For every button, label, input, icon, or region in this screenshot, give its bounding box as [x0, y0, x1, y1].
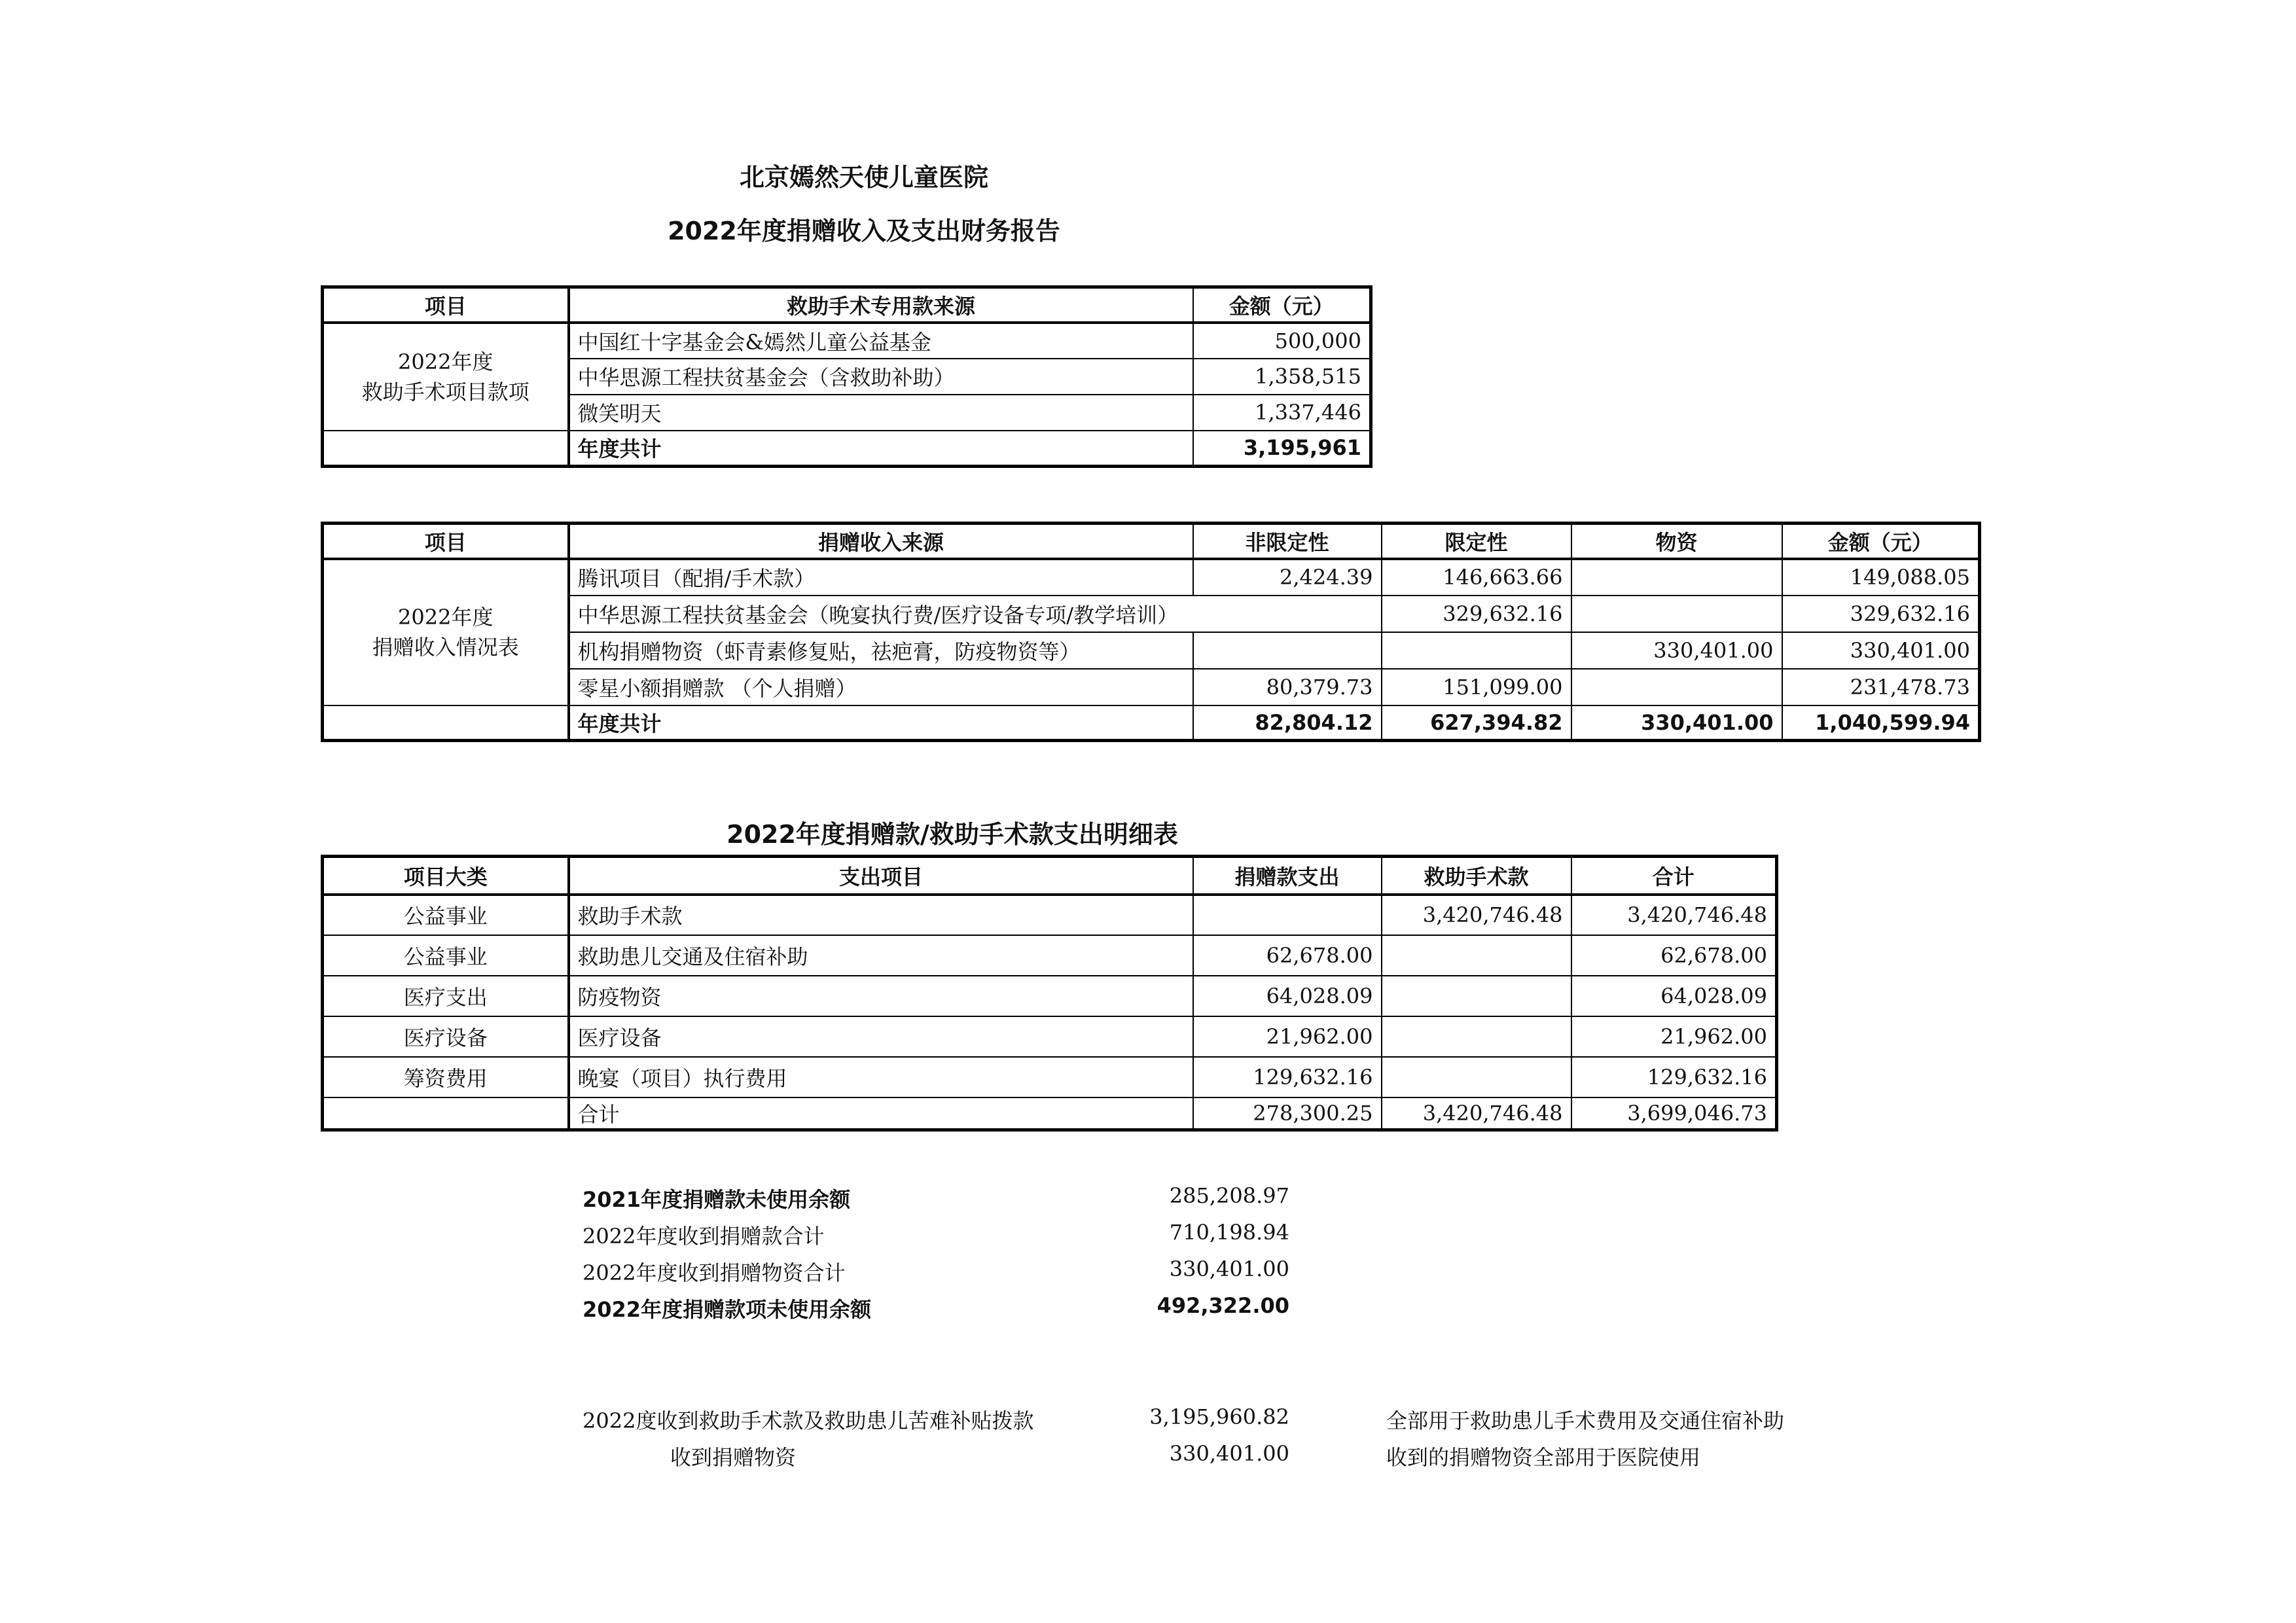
total-label: 年度共计 [569, 705, 1193, 741]
total-cell: 3,420,746.48 [1571, 895, 1777, 935]
source-cell: 机构捐赠物资（虾青素修复贴，祛疤膏，防疫物资等） [569, 632, 1193, 669]
category-cell: 医疗支出 [323, 976, 569, 1016]
item-cell: 防疫物资 [569, 976, 1193, 1016]
item-cell: 救助手术款 [569, 895, 1193, 935]
expenditure-table [321, 855, 1778, 1132]
table-total-row [323, 1097, 1777, 1130]
document-subtitle: 2022年度捐赠收入及支出财务报告 [668, 217, 1060, 245]
balance-label: 2021年度捐赠款未使用余额 [583, 1187, 851, 1212]
item-cell: 救助患儿交通及住宿补助 [569, 935, 1193, 976]
amount-cell: 329,632.16 [1782, 596, 1980, 632]
header-cell: 项目 [323, 524, 569, 559]
total-label: 年度共计 [569, 431, 1193, 467]
header-cell: 合计 [1571, 857, 1777, 895]
donation-cell: 129,632.16 [1193, 1057, 1382, 1097]
restricted-cell: 329,632.16 [1382, 596, 1571, 632]
donation-cell: 21,962.00 [1193, 1016, 1382, 1057]
header-cell: 金额（元） [1782, 524, 1980, 559]
notes-section [583, 1404, 1892, 1483]
source-cell: 中华思源工程扶贫基金会（含救助补助） [569, 359, 1193, 395]
empty-cell [323, 431, 569, 467]
donation-cell: 64,028.09 [1193, 976, 1382, 1016]
category-cell: 公益事业 [323, 895, 569, 935]
amount-cell: 1,358,515 [1193, 359, 1371, 395]
surgery-cell [1382, 1057, 1571, 1097]
surgery-funds-table [321, 285, 1372, 468]
source-cell: 腾讯项目（配捐/手术款） [569, 559, 1193, 596]
item-cell: 晚宴（项目）执行费用 [569, 1057, 1193, 1097]
total-restricted: 627,394.82 [1382, 705, 1571, 741]
surgery-cell: 3,420,746.48 [1382, 895, 1571, 935]
surgery-cell [1382, 976, 1571, 1016]
unrestricted-cell: 2,424.39 [1193, 559, 1382, 596]
empty-cell [323, 1097, 569, 1130]
table-header-row [323, 857, 1777, 895]
header-cell: 非限定性 [1193, 524, 1382, 559]
note-label: 2022度收到救助手术款及救助患儿苦难补贴拨款 [583, 1408, 1034, 1433]
note-text: 收到的捐赠物资全部用于医院使用 [1386, 1445, 1701, 1470]
total-amount: 3,195,961 [1193, 431, 1371, 467]
balance-label: 2022年度收到捐赠物资合计 [583, 1260, 846, 1285]
total-goods: 330,401.00 [1571, 705, 1782, 741]
goods-cell [1571, 559, 1782, 596]
source-cell: 零星小额捐赠款 （个人捐赠） [569, 669, 1193, 705]
category-cell: 公益事业 [323, 935, 569, 976]
total-cell: 62,678.00 [1571, 935, 1777, 976]
header-cell: 限定性 [1382, 524, 1571, 559]
source-cell: 微笑明天 [569, 395, 1193, 431]
balance-value: 330,401.00 [1169, 1257, 1289, 1281]
goods-cell: 330,401.00 [1571, 632, 1782, 669]
amount-cell: 231,478.73 [1782, 669, 1980, 705]
header-cell: 捐赠款支出 [1193, 857, 1382, 895]
note-label: 收到捐赠物资 [670, 1445, 797, 1470]
amount-cell: 1,337,446 [1193, 395, 1371, 431]
note-value: 3,195,960.82 [1149, 1404, 1289, 1429]
note-text: 全部用于救助患儿手术费用及交通住宿补助 [1386, 1408, 1785, 1433]
header-cell: 项目大类 [323, 857, 569, 895]
total-amount: 1,040,599.94 [1782, 705, 1980, 741]
table-row [323, 1057, 1777, 1097]
balance-value: 710,198.94 [1169, 1220, 1289, 1245]
table-header-row [323, 287, 1371, 323]
surgery-cell [1382, 935, 1571, 976]
table-row [323, 935, 1777, 976]
donation-cell [1193, 895, 1382, 935]
goods-cell [1571, 669, 1782, 705]
balance-value: 285,208.97 [1169, 1183, 1289, 1208]
balance-label: 2022年度收到捐赠款合计 [583, 1224, 825, 1249]
table-row [323, 632, 1980, 669]
header-cell: 捐赠收入来源 [569, 524, 1193, 559]
total-cell: 21,962.00 [1571, 1016, 1777, 1057]
category-cell: 医疗设备 [323, 1016, 569, 1057]
table-row [323, 669, 1980, 705]
table-total-row [323, 431, 1371, 467]
table-row [323, 596, 1980, 632]
donation-cell: 62,678.00 [1193, 935, 1382, 976]
note-value: 330,401.00 [1169, 1441, 1289, 1466]
item-cell: 医疗设备 [569, 1016, 1193, 1057]
table-row [323, 559, 1980, 596]
expenditure-title: 2022年度捐赠款/救助手术款支出明细表 [726, 820, 1178, 849]
header-cell: 救助手术专用款来源 [569, 287, 1193, 323]
table-row [323, 895, 1777, 935]
balance-summary [583, 1183, 1368, 1334]
source-cell: 中华思源工程扶贫基金会（晚宴执行费/医疗设备专项/教学培训） [569, 596, 1382, 632]
empty-cell [323, 705, 569, 741]
balance-label: 2022年度捐赠款项未使用余额 [583, 1297, 872, 1322]
header-cell: 金额（元） [1193, 287, 1371, 323]
total-surgery: 3,420,746.48 [1382, 1097, 1571, 1130]
total-unrestricted: 82,804.12 [1193, 705, 1382, 741]
source-cell: 中国红十字基金会&嫣然儿童公益基金 [569, 323, 1193, 359]
table-total-row [323, 705, 1980, 741]
donation-income-table [321, 522, 1981, 742]
header-cell: 救助手术款 [1382, 857, 1571, 895]
total-cell: 64,028.09 [1571, 976, 1777, 1016]
unrestricted-cell: 80,379.73 [1193, 669, 1382, 705]
restricted-cell: 151,099.00 [1382, 669, 1571, 705]
restricted-cell [1382, 632, 1571, 669]
table-header-row [323, 524, 1980, 559]
table-row [323, 323, 1371, 359]
balance-value: 492,322.00 [1157, 1293, 1289, 1318]
total-label: 合计 [569, 1097, 1193, 1130]
category-cell: 筹资费用 [323, 1057, 569, 1097]
category-cell: 2022年度 救助手术项目款项 [323, 323, 569, 431]
surgery-cell [1382, 1016, 1571, 1057]
table-row [323, 976, 1777, 1016]
total-cell: 129,632.16 [1571, 1057, 1777, 1097]
amount-cell: 500,000 [1193, 323, 1371, 359]
header-cell: 物资 [1571, 524, 1782, 559]
amount-cell: 149,088.05 [1782, 559, 1980, 596]
document-title: 北京嫣然天使儿童医院 [739, 163, 988, 192]
total-total: 3,699,046.73 [1571, 1097, 1777, 1130]
header-cell: 支出项目 [569, 857, 1193, 895]
header-cell: 项目 [323, 287, 569, 323]
total-donation: 278,300.25 [1193, 1097, 1382, 1130]
amount-cell: 330,401.00 [1782, 632, 1980, 669]
restricted-cell: 146,663.66 [1382, 559, 1571, 596]
table-row [323, 1016, 1777, 1057]
category-cell: 2022年度 捐赠收入情况表 [323, 559, 569, 705]
unrestricted-cell [1193, 632, 1382, 669]
goods-cell [1571, 596, 1782, 632]
